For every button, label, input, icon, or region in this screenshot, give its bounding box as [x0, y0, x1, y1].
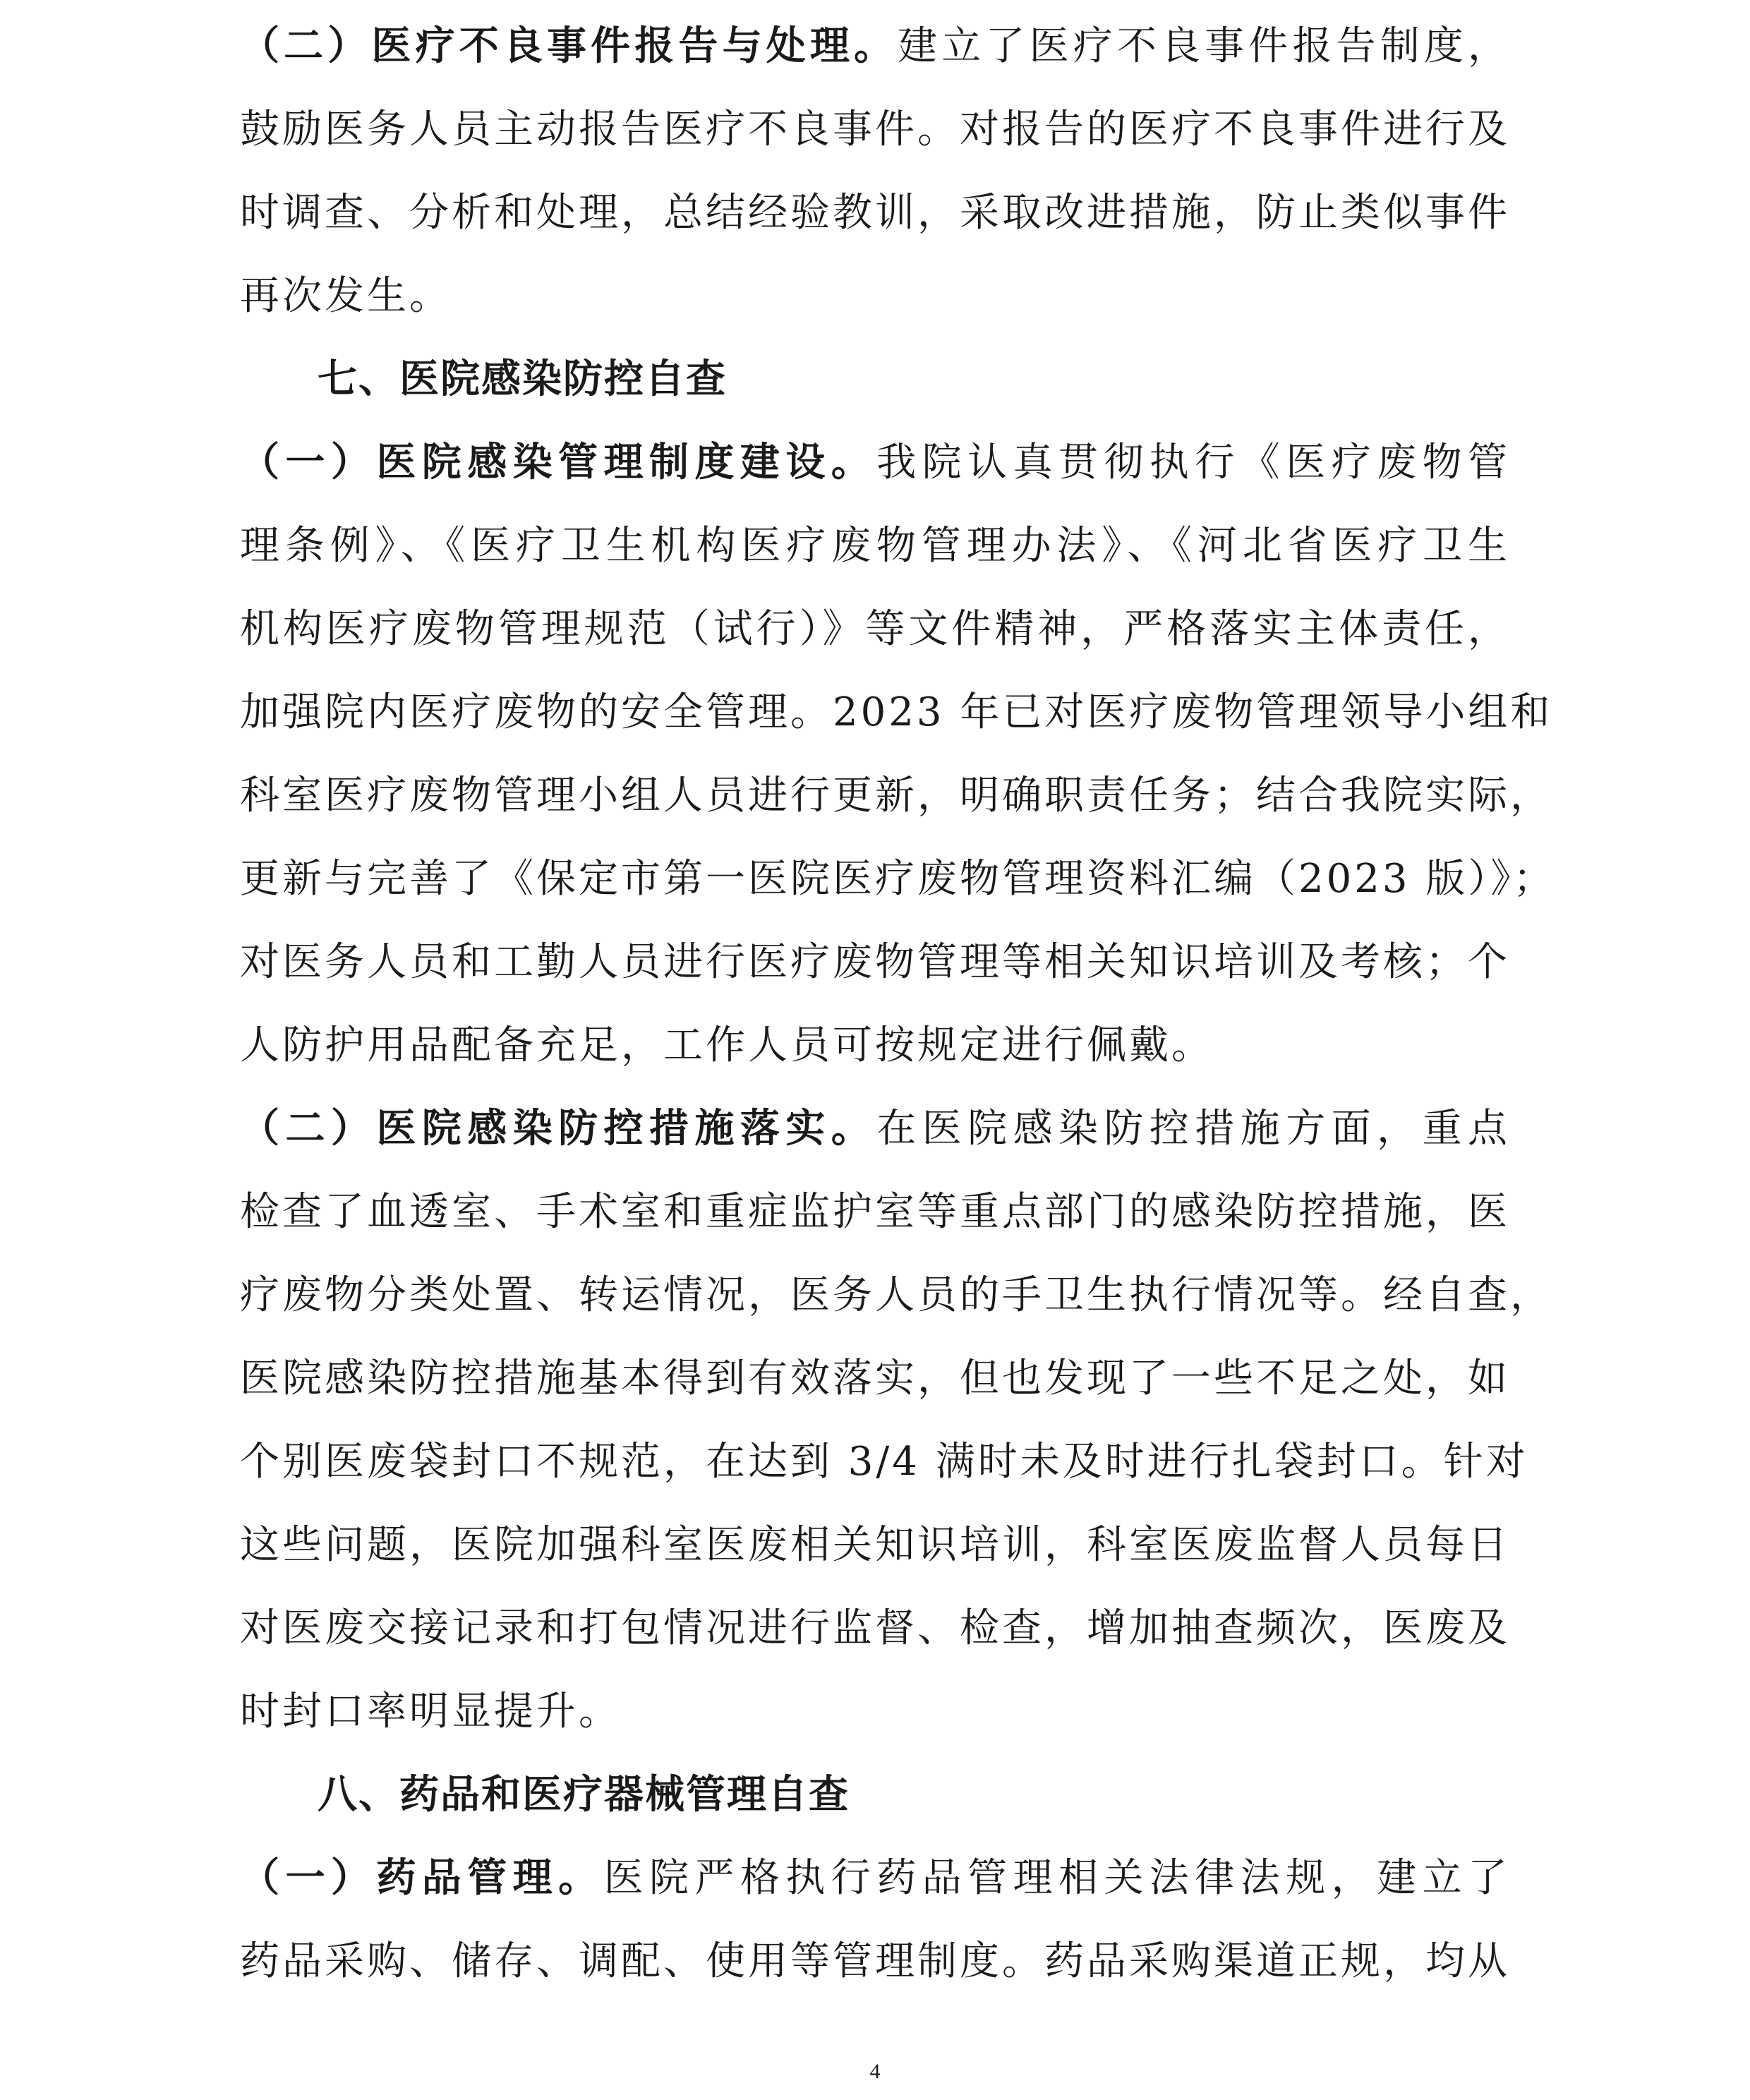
paragraph-line: 时调查、分析和处理，总结经验教训，采取改进措施，防止类似事件 [240, 190, 1510, 236]
paragraph-lead: （一）医院感染管理制度建设。 [240, 440, 877, 485]
section-heading: 七、医院感染防控自查 [318, 356, 727, 402]
document-page [240, 0, 1556, 2100]
paragraph-line: 再次发生。 [240, 273, 452, 319]
paragraph-lead: （二）医疗不良事件报告与处理。 [240, 23, 898, 69]
paragraph-text: 我院认真贯彻执行《医疗废物管 [876, 440, 1511, 485]
paragraph-line: 人防护用品配备充足，工作人员可按规定进行佩戴。 [240, 1022, 1214, 1068]
paragraph-line: 检查了血透室、手术室和重症监护室等重点部门的感染防控措施，医 [240, 1189, 1510, 1235]
paragraph-line: 药品采购、储存、调配、使用等管理制度。药品采购渠道正规，均从 [240, 1938, 1510, 1984]
paragraph-text: 医院严格执行药品管理相关法律法规，建立了 [603, 1855, 1511, 1901]
paragraph-line: 科室医疗废物管理小组人员进行更新，明确职责任务；结合我院实际， [240, 773, 1552, 819]
paragraph-line: 鼓励医务人员主动报告医疗不良事件。对报告的医疗不良事件进行及 [240, 107, 1510, 152]
paragraph-text: 建立了医疗不良事件报告制度， [898, 23, 1511, 69]
paragraph-line: 更新与完善了《保定市第一医院医疗废物管理资料汇编（2023 版）》； [240, 856, 1556, 902]
paragraph-line: 加强院内医疗废物的安全管理。2023 年已对医疗废物管理领导小组和 [240, 689, 1553, 735]
paragraph-line [240, 7, 1510, 86]
paragraph-line: 时封口率明显提升。 [240, 1689, 621, 1734]
paragraph-line: 对医废交接记录和打包情况进行监督、检查，增加抽查频次，医废及 [240, 1605, 1510, 1651]
paragraph-lead: （一）药品管理。 [240, 1855, 604, 1901]
paragraph-line [240, 423, 1510, 502]
paragraph-lead: （二）医院感染防控措施落实。 [240, 1106, 877, 1152]
paragraph-text: 在医院感染防控措施方面，重点 [876, 1106, 1511, 1152]
paragraph-line: 医院感染防控措施基本得到有效落实，但也发现了一些不足之处，如 [240, 1356, 1510, 1401]
paragraph-line: 疗废物分类处置、转运情况，医务人员的手卫生执行情况等。经自查， [240, 1272, 1552, 1318]
paragraph-line: 个别医废袋封口不规范，在达到 3/4 满时未及时进行扎袋封口。针对 [240, 1439, 1528, 1485]
paragraph-line: 机构医疗废物管理规范（试行）》等文件精神，严格落实主体责任， [240, 606, 1510, 652]
page-number: 4 [869, 2060, 881, 2083]
paragraph-line: 理条例》、《医疗卫生机构医疗废物管理办法》、《河北省医疗卫生 [240, 523, 1510, 569]
paragraph-line: 对医务人员和工勤人员进行医疗废物管理等相关知识培训及考核；个 [240, 939, 1510, 985]
paragraph-line: 这些问题，医院加强科室医废相关知识培训，科室医废监督人员每日 [240, 1522, 1510, 1568]
paragraph-line [240, 1839, 1510, 1918]
paragraph-line [240, 1090, 1510, 1169]
section-heading: 八、药品和医疗器械管理自查 [318, 1772, 850, 1818]
